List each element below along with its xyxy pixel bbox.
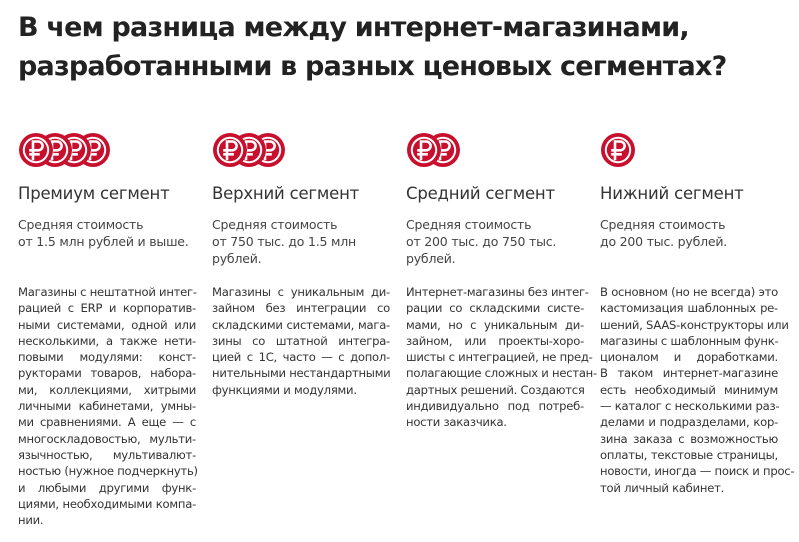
- segment-description-line: зайном без интеграции со: [212, 301, 390, 316]
- segment-description-line: ностью (нужное подчеркнуть): [18, 464, 198, 479]
- segment-cost-line: от 750 тыс. до 1.5 млн: [212, 234, 357, 249]
- segment-column: [212, 132, 392, 397]
- segment-description: [600, 284, 795, 496]
- segment-cost: [406, 216, 588, 267]
- segment-description-line: Магазины с уникальным ди-: [212, 285, 390, 299]
- segment-description-line: циями, необходимыми компа-: [18, 496, 196, 511]
- segment-description-line: нии.: [18, 513, 44, 528]
- segment-description-line: оплаты, текстовые страницы,: [600, 447, 778, 462]
- ruble-coin-icon: [18, 132, 54, 168]
- coin-group: [212, 132, 392, 170]
- segment-description-line: ми, коллекциями, хитрыми: [18, 382, 196, 397]
- coin-group: [406, 132, 586, 170]
- segment-name: Нижний сегмент: [600, 184, 744, 203]
- segment-description-line: зины со штатной интегра-: [212, 333, 390, 348]
- segment-description-line: рацией с ERP и корпоратив-: [18, 301, 196, 316]
- segment-description-line: ности заказчика.: [406, 415, 507, 430]
- segment-cost: [18, 216, 200, 250]
- segment-description-line: рации со складскими систе-: [406, 301, 584, 316]
- coin-group: [18, 132, 198, 170]
- segment-description-line: ми сравнениями. А еще — с: [18, 415, 196, 430]
- segment-description-line: цией с 1С, часто — с допол-: [212, 350, 390, 365]
- segment-column: [18, 132, 198, 528]
- segment-name: Верхний сегмент: [212, 184, 360, 203]
- segment-description-line: многоскладовостью, мульти-: [18, 431, 196, 446]
- segment-description-line: есть необходимый минимум: [600, 382, 778, 397]
- segment-name: Премиум сегмент: [18, 184, 170, 203]
- segment-cost-line: Средняя стоимость: [406, 217, 532, 232]
- segment-description-line: новости, иногда — поиск и прос-: [600, 464, 795, 479]
- segment-description-line: той личный кабинет.: [600, 480, 725, 495]
- segment-cost-line: от 1.5 млн рублей и выше.: [18, 234, 189, 249]
- segment-name: Средний сегмент: [406, 184, 555, 203]
- segment-description-line: В таком интернет-магазине: [600, 366, 778, 381]
- ruble-coin-icon: [212, 132, 248, 168]
- segment-description-line: — каталог с несколькими раз-: [600, 399, 780, 414]
- segment-cost-line: Средняя стоимость: [18, 217, 144, 232]
- segment-description: [18, 284, 196, 528]
- segment-description-line: рукторами товаров, наборa-: [18, 366, 196, 381]
- segment-description-line: мами, но с уникальным ди-: [406, 317, 584, 332]
- segment-description-line: функциями и модулями.: [212, 382, 357, 397]
- segment-cost-line: Средняя стоимость: [212, 217, 338, 232]
- segment-description-line: зина заказа с возможностью: [600, 431, 778, 446]
- segment-description-line: магазины с шаблонным функ-: [600, 333, 779, 348]
- segment-cost-line: рублей.: [212, 251, 262, 266]
- segment-description-line: личными кабинетами, умны-: [18, 399, 196, 414]
- segment-cost: [600, 216, 782, 250]
- segment-description-line: Интернет-магазины без интег-: [406, 285, 589, 299]
- segment-description: [212, 284, 390, 398]
- segment-description-line: кастомизация шаблонных ре-: [600, 301, 778, 316]
- segment-cost-line: от 200 тыс. до 750 тыс.: [406, 234, 557, 249]
- ruble-coin-icon: [600, 132, 636, 168]
- segment-cost: [212, 216, 394, 267]
- segment-description-line: Магазины с нештатной интег-: [18, 285, 197, 299]
- segment-description-line: и любыми другими функ-: [18, 480, 196, 495]
- segment-description-line: индивидуально под потреб-: [406, 399, 584, 414]
- segment-description-line: ционалом и доработками.: [600, 350, 778, 365]
- segment-cost-line: рублей.: [406, 251, 456, 266]
- segment-cost-line: Средняя стоимость: [600, 217, 726, 232]
- segment-column: [600, 132, 795, 495]
- segment-description-line: шений, SAAS-конструкторы или: [600, 317, 789, 332]
- segment-description-line: В основном (но не всегда) это: [600, 285, 778, 299]
- page-title-line-1: В чем разница между интернет-магазинами,: [18, 12, 689, 43]
- segment-description: [406, 284, 597, 431]
- segment-description-line: делами и подразделами, кор-: [600, 415, 778, 430]
- segment-description-line: полагающие сложных и нестан-: [406, 366, 597, 381]
- ruble-coin-icon: [406, 132, 442, 168]
- segment-description-line: складскими системами, мага-: [212, 317, 390, 332]
- segment-description-line: дартных решений. Создаются: [406, 382, 585, 397]
- segment-description-line: ными системами, одной или: [18, 317, 196, 332]
- segment-description-line: нительными нестандартными: [212, 366, 391, 381]
- page-title: [18, 8, 793, 86]
- segment-description-line: несколькими, а также нети-: [18, 333, 196, 348]
- page-title-line-2: разработанными в разных ценовых сегментах?: [18, 51, 727, 82]
- segment-description-line: повыми модулями: конст-: [18, 350, 196, 365]
- segment-description-line: зайном, или проекты-хоро-: [406, 333, 584, 348]
- segment-cost-line: до 200 тыс. рублей.: [600, 234, 728, 249]
- segment-description-line: язычностью, мультивалют-: [18, 447, 196, 462]
- coin-group: [600, 132, 780, 170]
- segment-column: [406, 132, 597, 430]
- segment-description-line: шисты с интеграцией, не пред-: [406, 350, 593, 365]
